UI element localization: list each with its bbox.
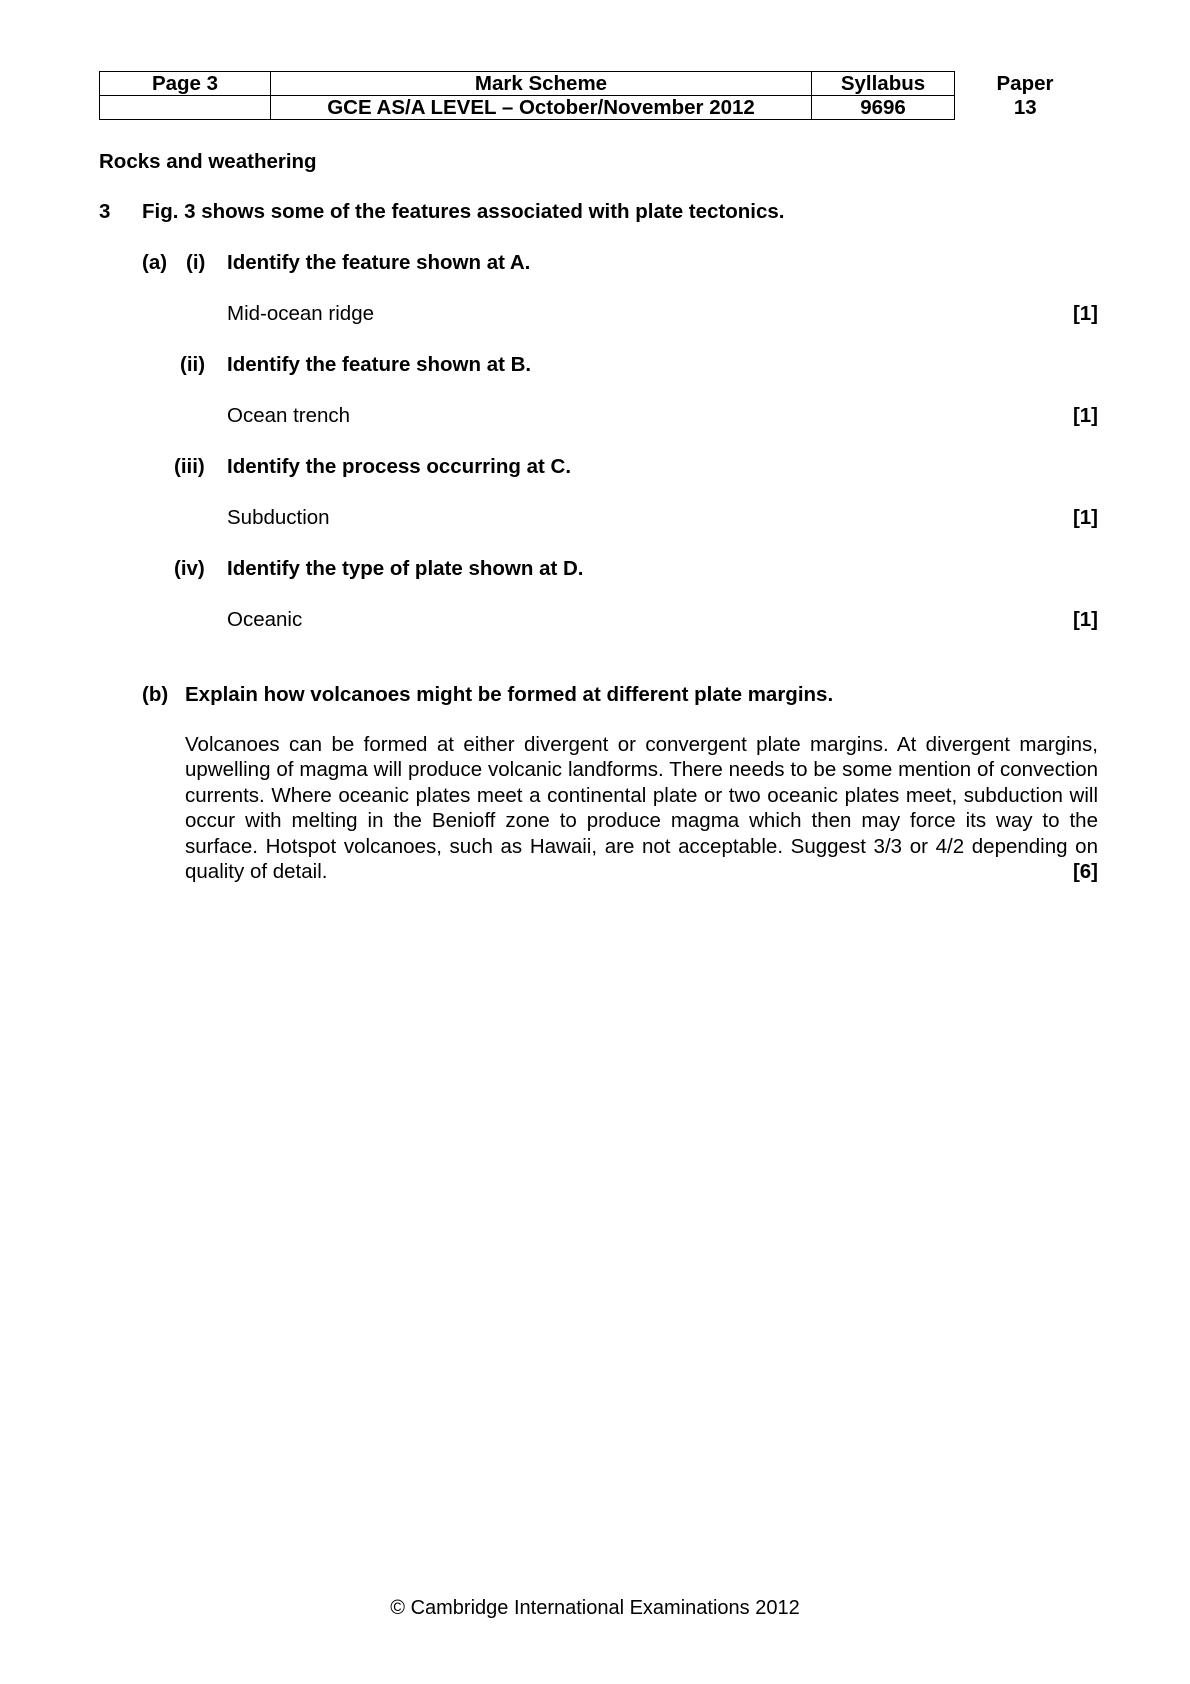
subpart-answer: Ocean trench (227, 404, 351, 427)
subpart-answer: Oceanic (227, 608, 303, 631)
subpart-question: Identify the feature shown at A. (227, 251, 531, 274)
section-title: Rocks and weathering (99, 150, 317, 173)
syllabus-label: Syllabus (812, 72, 955, 96)
part-a-label: (a) (142, 251, 168, 274)
subpart-answer: Subduction (227, 506, 330, 529)
subpart-number: (iii) (174, 455, 205, 478)
header-table (99, 71, 1096, 120)
mark-value: [1] (1072, 608, 1098, 631)
paper-label: Paper (996, 72, 1054, 95)
part-b-answer (185, 732, 1098, 884)
mark-value: [1] (1072, 404, 1098, 427)
empty-cell (100, 96, 271, 120)
subpart-question: Identify the process occurring at C. (227, 455, 572, 478)
subpart-question: Identify the feature shown at B. (227, 353, 532, 376)
mark-value: [1] (1072, 302, 1098, 325)
subpart-answer: Mid-ocean ridge (227, 302, 374, 325)
page-label: Page 3 (100, 72, 271, 96)
part-b-answer-text: Volcanoes can be formed at either divergent or convergent plate margins. At divergent margins, upwelling of magma will produce volcanic landforms. There needs to be some mention of convection currents. Where oceanic plates meet a continental plate or two oceanic plates meet, subduction will occur with melting in the Benioff zone to produce magma which then may force its way to the surface. Hotspot volcanoes, such as Hawaii, are not acceptable. Suggest 3/3 or 4/2 depending on quality of detail. (185, 733, 1098, 884)
question-number: 3 (99, 200, 111, 223)
exam-title: GCE AS/A LEVEL – October/November 2012 (271, 96, 812, 120)
subpart-number: (i) (186, 251, 206, 274)
part-b-mark: [6] (1072, 860, 1098, 883)
part-b-question: Explain how volcanoes might be formed at different plate margins. (185, 683, 834, 706)
subpart-question: Identify the type of plate shown at D. (227, 557, 584, 580)
subpart-number: (iv) (174, 557, 205, 580)
subpart-number: (ii) (180, 353, 206, 376)
mark-value: [1] (1072, 506, 1098, 529)
mark-scheme-label: Mark Scheme (271, 72, 812, 96)
footer-copyright: © Cambridge International Examinations 2012 (390, 1597, 800, 1619)
paper-number: 13 (1013, 96, 1037, 119)
question-text: Fig. 3 shows some of the features associated with plate tectonics. (142, 200, 785, 223)
syllabus-code: 9696 (812, 96, 955, 120)
part-b-label: (b) (142, 683, 169, 706)
